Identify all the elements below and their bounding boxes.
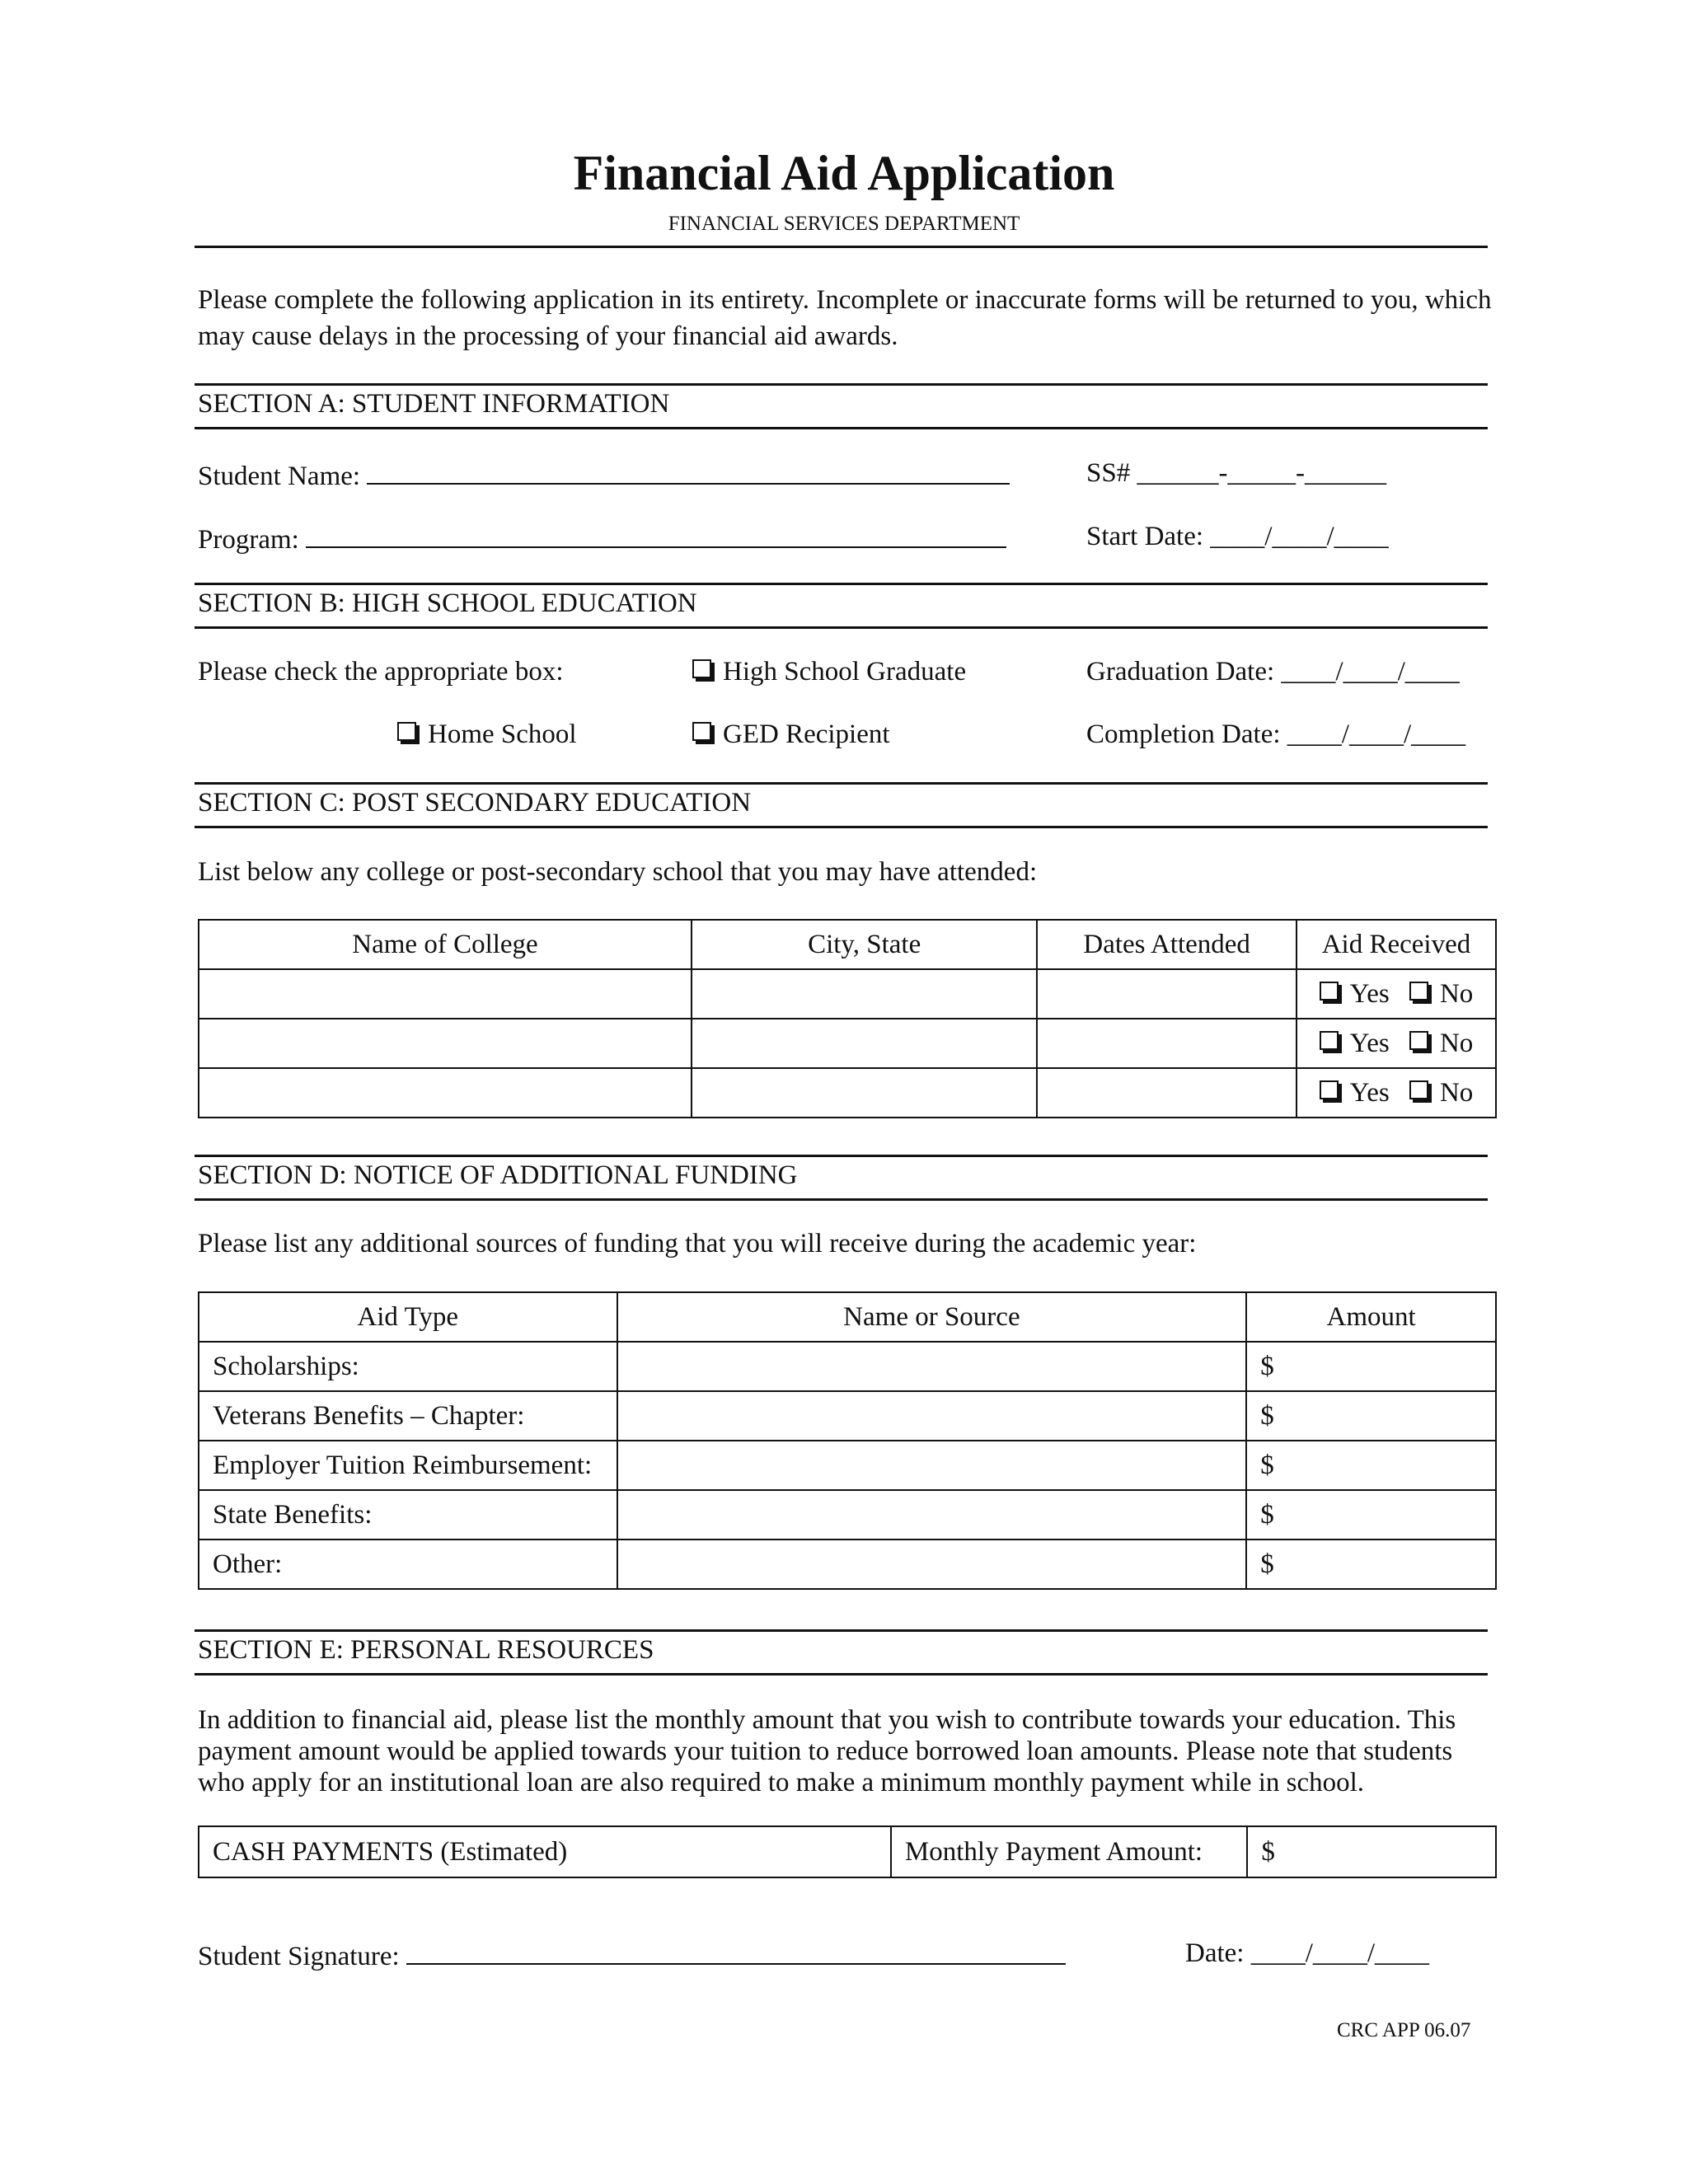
section-c-bottom-rule <box>195 826 1488 828</box>
cash-payments-label: CASH PAYMENTS (Estimated) <box>199 1826 891 1877</box>
yes-option[interactable] <box>1320 979 1390 1009</box>
yes-label: Yes <box>1349 978 1390 1009</box>
section-a-heading: SECTION A: STUDENT INFORMATION <box>198 389 670 419</box>
yes-option[interactable] <box>1320 1029 1390 1058</box>
table-row <box>199 969 1496 1019</box>
table-row <box>199 1068 1496 1118</box>
table-row <box>199 1826 1496 1877</box>
section-d-top-rule <box>195 1155 1488 1157</box>
intro-paragraph: Please complete the following application in its entirety. Incomplete or inaccurate forms will be returned to you, which may cause delays in the processing of your financial aid awards. <box>198 285 1492 351</box>
name-source-cell[interactable] <box>617 1391 1247 1441</box>
funding-list-prompt: Please list any additional sources of funding that you will receive during the academic year: <box>198 1229 1197 1258</box>
start-date-field[interactable]: ____/____/____ <box>1210 522 1389 551</box>
department-subtitle: FINANCIAL SERVICES DEPARTMENT <box>668 213 1020 235</box>
table-row <box>199 1441 1496 1490</box>
no-label: No <box>1439 978 1474 1009</box>
column-header: City, State <box>692 920 1037 969</box>
table-row <box>199 1019 1496 1068</box>
section-c-top-rule <box>195 782 1488 785</box>
college-name-cell[interactable] <box>199 969 692 1019</box>
section-b-top-rule <box>195 583 1488 585</box>
table-row <box>199 1490 1496 1540</box>
start-date-row <box>1086 522 1389 552</box>
option-ged-recipient[interactable] <box>692 719 890 750</box>
table-row <box>199 1391 1496 1441</box>
name-source-cell[interactable] <box>617 1441 1247 1490</box>
header-divider <box>195 246 1488 248</box>
amount-cell[interactable]: $ <box>1246 1342 1496 1391</box>
table-row <box>199 1342 1496 1391</box>
start-date-label: Start Date: <box>1086 522 1204 551</box>
monthly-payment-amount-field[interactable]: $ <box>1247 1826 1496 1877</box>
column-header: Amount <box>1246 1292 1496 1342</box>
amount-cell[interactable]: $ <box>1246 1441 1496 1490</box>
funding-table <box>198 1291 1497 1590</box>
graduation-date-label: Graduation Date: <box>1086 657 1275 687</box>
dates-attended-cell[interactable] <box>1037 1019 1296 1068</box>
aid-type-cell: Employer Tuition Reimbursement: <box>199 1441 617 1490</box>
checkbox-icon[interactable] <box>1409 1080 1428 1099</box>
name-source-cell[interactable] <box>617 1490 1247 1540</box>
section-a-bottom-rule <box>195 427 1488 429</box>
column-header: Name or Source <box>617 1292 1247 1342</box>
city-state-cell[interactable] <box>692 1019 1037 1068</box>
yes-label: Yes <box>1349 1077 1390 1108</box>
option-label: GED Recipient <box>723 719 890 749</box>
column-header: Dates Attended <box>1037 920 1296 969</box>
cash-payments-table <box>198 1825 1497 1878</box>
checkbox-icon[interactable] <box>692 722 711 741</box>
amount-cell[interactable]: $ <box>1246 1391 1496 1441</box>
completion-date-label: Completion Date: <box>1086 719 1281 749</box>
section-e-heading: SECTION E: PERSONAL RESOURCES <box>198 1635 654 1665</box>
city-state-cell[interactable] <box>692 1068 1037 1118</box>
table-header-row <box>199 1292 1496 1342</box>
column-header: Aid Type <box>199 1292 617 1342</box>
column-header: Aid Received <box>1296 920 1496 969</box>
option-home-school[interactable] <box>397 719 577 750</box>
aid-received-cell <box>1296 969 1496 1019</box>
checkbox-icon[interactable] <box>1320 982 1339 1001</box>
student-name-row <box>198 458 1010 492</box>
section-d-heading: SECTION D: NOTICE OF ADDITIONAL FUNDING <box>198 1160 798 1190</box>
section-a-top-rule <box>195 383 1488 386</box>
section-c-heading: SECTION C: POST SECONDARY EDUCATION <box>198 788 752 818</box>
aid-type-cell: Veterans Benefits – Chapter: <box>199 1391 617 1441</box>
signature-date-field[interactable]: ____/____/____ <box>1250 1938 1430 1968</box>
checkbox-icon[interactable] <box>1320 1080 1339 1099</box>
name-source-cell[interactable] <box>617 1342 1247 1391</box>
table-header-row <box>199 920 1496 969</box>
aid-received-cell <box>1296 1019 1496 1068</box>
college-name-cell[interactable] <box>199 1068 692 1118</box>
checkbox-icon[interactable] <box>1409 982 1428 1001</box>
no-option[interactable] <box>1409 1078 1473 1108</box>
section-e-bottom-rule <box>195 1673 1488 1675</box>
column-header: Name of College <box>199 920 692 969</box>
yes-option[interactable] <box>1320 1078 1390 1108</box>
signature-date-row <box>1185 1938 1429 1969</box>
monthly-payment-label: Monthly Payment Amount: <box>891 1826 1248 1877</box>
student-name-label: Student Name: <box>198 462 361 491</box>
ss-label: SS# <box>1086 458 1131 488</box>
checkbox-icon[interactable] <box>397 722 416 741</box>
completion-date-row <box>1086 719 1465 750</box>
checkbox-icon[interactable] <box>692 659 711 678</box>
section-b-heading: SECTION B: HIGH SCHOOL EDUCATION <box>198 588 697 618</box>
page-title: Financial Aid Application <box>573 146 1115 200</box>
option-label: Home School <box>428 719 577 749</box>
city-state-cell[interactable] <box>692 969 1037 1019</box>
no-label: No <box>1439 1028 1474 1058</box>
completion-date-field[interactable]: ____/____/____ <box>1287 719 1466 749</box>
graduation-date-row <box>1086 657 1460 687</box>
no-option[interactable] <box>1409 1029 1473 1058</box>
aid-received-cell <box>1296 1068 1496 1118</box>
no-option[interactable] <box>1409 979 1473 1009</box>
program-field[interactable] <box>306 522 1006 548</box>
form-code: CRC APP 06.07 <box>1337 2019 1471 2041</box>
ss-field[interactable]: ______-_____-______ <box>1137 458 1386 488</box>
program-row <box>198 522 1006 555</box>
aid-type-cell: Other: <box>199 1540 617 1589</box>
section-e-top-rule <box>195 1629 1488 1632</box>
section-d-bottom-rule <box>195 1198 1488 1201</box>
graduation-date-field[interactable]: ____/____/____ <box>1281 657 1460 687</box>
name-source-cell[interactable] <box>617 1540 1247 1589</box>
college-table <box>198 919 1497 1118</box>
no-label: No <box>1439 1077 1474 1108</box>
signature-date-label: Date: <box>1185 1938 1245 1968</box>
checkbox-icon[interactable] <box>1409 1031 1428 1050</box>
ss-row <box>1086 458 1386 489</box>
aid-type-cell: State Benefits: <box>199 1490 617 1540</box>
dates-attended-cell[interactable] <box>1037 1068 1296 1118</box>
college-list-prompt: List below any college or post-secondary school that you may have attended: <box>198 857 1038 887</box>
table-row <box>199 1540 1496 1589</box>
personal-resources-paragraph: In addition to financial aid, please list the monthly amount that you wish to contribute towards your education. This payment amount would be applied towards your tuition to reduce borrowed loan amounts. Please note that students who apply for an institutional loan are also required to make a minimum monthly payment while in school. <box>198 1705 1456 1797</box>
option-label: High School Graduate <box>723 657 967 687</box>
program-label: Program: <box>198 525 299 555</box>
option-high-school-graduate[interactable] <box>692 657 966 687</box>
student-name-field[interactable] <box>367 458 1010 485</box>
college-name-cell[interactable] <box>199 1019 692 1068</box>
aid-type-cell: Scholarships: <box>199 1342 617 1391</box>
signature-label: Student Signature: <box>198 1942 400 1971</box>
yes-label: Yes <box>1349 1028 1390 1058</box>
section-b-bottom-rule <box>195 626 1488 629</box>
amount-cell[interactable]: $ <box>1246 1490 1496 1540</box>
check-box-prompt: Please check the appropriate box: <box>198 657 564 687</box>
dates-attended-cell[interactable] <box>1037 969 1296 1019</box>
amount-cell[interactable]: $ <box>1246 1540 1496 1589</box>
checkbox-icon[interactable] <box>1320 1031 1339 1050</box>
signature-row <box>198 1938 1066 1972</box>
signature-field[interactable] <box>406 1938 1066 1965</box>
